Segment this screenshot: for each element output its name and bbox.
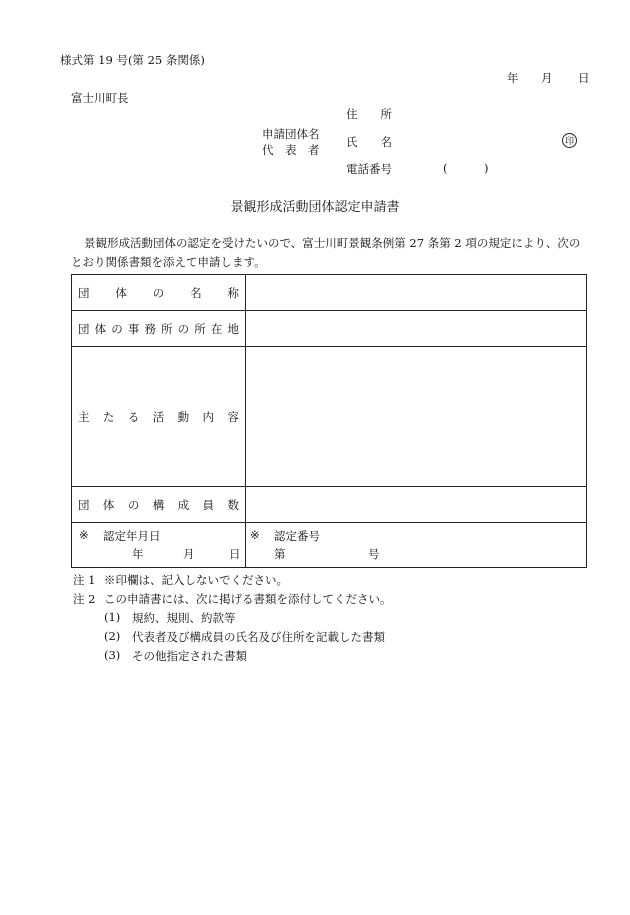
table-row-member-count [72, 487, 586, 523]
date-day: 日 [578, 71, 590, 85]
group-name-label: 申請団体名 [262, 127, 320, 141]
application-table [71, 274, 587, 568]
date-year: 年 [507, 71, 519, 85]
addressee: 富士川町長 [71, 91, 129, 105]
note-1-label: 注 1 [73, 573, 96, 587]
address-label: 住 所 [346, 107, 392, 121]
approval-number-suffix: 号 [368, 547, 380, 561]
note-2-text: この申請書には、次に掲げる書類を添付してください。 [104, 592, 392, 606]
note-1-text: ※印欄は、記入しないでください。 [104, 573, 288, 587]
body-text-line-1: 景観形成活動団体の認定を受けたいので、富士川町景観条例第 27 条第 2 項の規定により、次の [84, 236, 581, 250]
table-row-office-location [72, 311, 586, 347]
phone-paren-open: ( [443, 161, 448, 175]
row-label-main-activities: 主 た る 活 動 内 容 [78, 409, 239, 424]
phone-label: 電話番号 [346, 162, 392, 176]
attachment-item-1-num: (1) [104, 610, 121, 624]
document-title: 景観形成活動団体認定申請書 [230, 200, 400, 215]
table-row-office-use [72, 523, 586, 567]
phone-paren-close: ) [484, 161, 489, 175]
date-month: 月 [541, 71, 553, 85]
representative-label: 代 表 者 [262, 143, 320, 157]
table-row-main-activities [72, 347, 586, 487]
approval-date-year: 年 [132, 547, 144, 561]
approval-date-day: 日 [229, 547, 241, 561]
row-label-group-name: 団 体 の 名 称 [78, 285, 239, 300]
office-use-mark-date: ※ [79, 528, 89, 542]
attachment-item-1-text: 規約、規則、約款等 [132, 611, 236, 625]
row-label-member-count: 団 体 の 構 成 員 数 [78, 497, 239, 512]
row-label-office-location: 団 体 の 事 務 所 の 所 在 地 [78, 321, 239, 336]
table-row-group-name [72, 275, 586, 311]
body-text-line-2: とおり関係書類を添えて申請します。 [71, 255, 266, 269]
attachment-item-2-text: 代表者及び構成員の氏名及び住所を記載した書類 [132, 630, 385, 644]
approval-number-prefix: 第 [274, 547, 286, 561]
approval-date-label: 認定年月日 [103, 529, 161, 543]
seal-mark [562, 133, 577, 148]
seal-icon: 印 [562, 133, 577, 148]
approval-date-month: 月 [183, 547, 195, 561]
attachment-item-3-num: (3) [104, 648, 121, 662]
approval-number-label: 認定番号 [274, 529, 320, 543]
attachment-item-3-text: その他指定された書類 [132, 649, 247, 663]
name-label: 氏 名 [346, 135, 392, 149]
note-2-label: 注 2 [73, 592, 96, 606]
attachment-item-2-num: (2) [104, 629, 121, 643]
form-number: 様式第 19 号(第 25 条関係) [60, 53, 205, 67]
office-use-mark-number: ※ [250, 528, 260, 542]
